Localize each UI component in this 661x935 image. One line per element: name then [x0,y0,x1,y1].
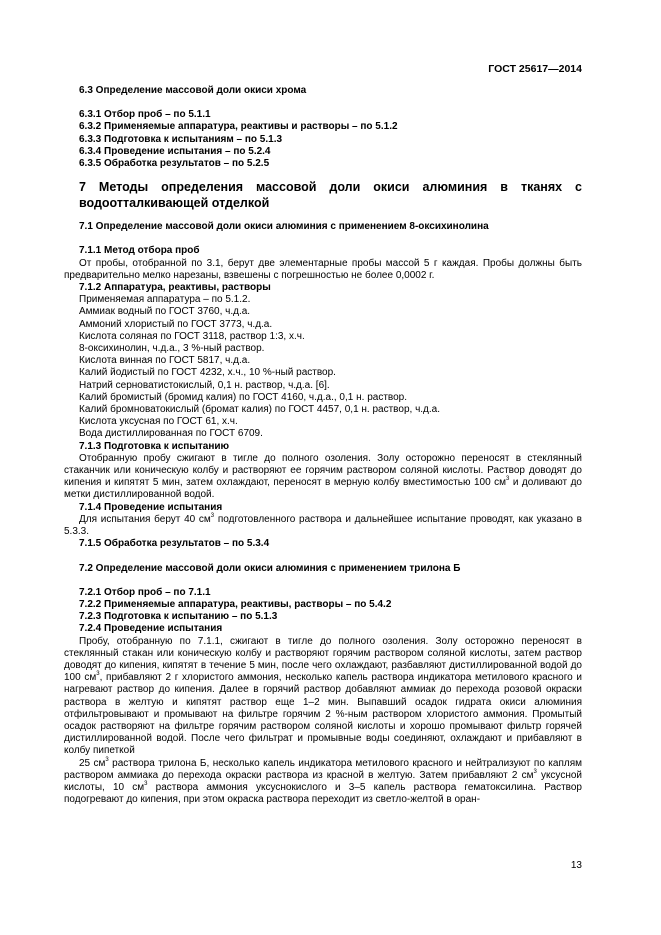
page-content [64,85,582,806]
reagent-line: Натрий серноватистокислый, 0,1 н. раствор, ч.д.а. [6]. [79,379,330,391]
section-7-2-item: 7.2.2 Применяемые аппаратура, реактивы, растворы – по 5.4.2 [79,598,392,610]
heading-7-1-4: 7.1.4 Проведение испытания [79,501,223,513]
section-7-2-title: 7.2 Определение массовой доли окиси алюминия с применением трилона Б [79,562,461,574]
section-7-2-item: 7.2.4 Проведение испытания [79,623,223,635]
section-6-3-item: 6.3.1 Отбор проб – по 5.1.1 [79,109,211,121]
section-7-1-title: 7.1 Определение массовой доли окиси алюминия с применением 8-оксихинолина [79,221,489,233]
section-6-3-title: 6.3 Определение массовой доли окиси хрома [79,85,307,96]
section-6-3-item: 6.3.3 Подготовка к испытаниям – по 5.1.3 [79,133,283,145]
paragraph-7-1-3: Отобранную пробу сжигают в тигле до полного озоления. Золу осторожно переносят в стеклянный стаканчик или коническую колбу и растворяют ее горячим раствором соляной кислоты. Раствор доводят до кипения и кипятят 5 мин, затем охлаждают, переносят в мерную колбу вместимостью 100 $см^3$ и доливают до метки дистиллированной водой. [64,452,582,501]
reagent-line: Калий бромистый (бромид калия) по ГОСТ 4160, ч.д.а., 0,1 н. раствор. [79,391,407,403]
section-7-2-item: 7.2.3 Подготовка к испытанию – по 5.1.3 [79,611,278,623]
standard-number: ГОСТ 25617—2014 [488,63,582,75]
reagent-line: Кислота соляная по ГОСТ 3118, раствор 1:3, х.ч. [79,330,305,342]
paragraph-7-1-1: От пробы, отобранной по 3.1, берут две элементарные пробы массой 5 г каждая. Пробы должны быть предварительно мелко нарезаны, взвешены с погрешностью не более 0,0002 г. [64,257,582,281]
heading-7-1-1: 7.1.1 Метод отбора проб [79,245,200,257]
section-6-3-item: 6.3.2 Применяемые аппаратура, реактивы и растворы – по 5.1.2 [79,121,398,133]
section-6-3-item: 6.3.4 Проведение испытания – по 5.2.4 [79,145,271,157]
paragraph-7-1-4: Для испытания берут 40 $см^3$ подготовленного раствора и дальнейшее испытание проводят, как указано в 5.3.3. [64,512,582,538]
reagent-line: Вода дистиллированная по ГОСТ 6709. [79,428,263,440]
reagent-line: Калий йодистый по ГОСТ 4232, х.ч., 10 %-ный раствор. [79,367,336,379]
section-6-3-item: 6.3.5 Обработка результатов – по 5.2.5 [79,158,270,170]
heading-7-1-5: 7.1.5 Обработка результатов – по 5.3.4 [79,538,270,550]
reagent-line: 8-оксихинолин, ч.д.а., 3 %-ный раствор. [79,343,265,355]
page-number: 13 [570,860,582,871]
paragraph-7-2-4-b: 25 $см^3$ раствора трилона Б, несколько капель индикатора метилового красного и нейтрализуют по каплям раствором аммиака до перехода окраски раствора из красной в желтую. Затем прибавляют 2 $см^3$ уксусной кислоты, 10 $см^3$ раствора аммония уксуснокислого и 3–5 капель раствора гематоксилина. Раствор подогревают до кипения, при этом окраска раствора переходит из светло-желтой в оран- [64,756,582,806]
reagent-line: Калий бромноватокислый (бромат калия) по ГОСТ 4457, 0,1 н. раствор, ч.д.а. [79,404,441,416]
section-7-title: 7 Методы определения массовой доли окиси алюминия в тканях с водоотталкивающей отделкой [79,180,582,210]
reagent-line: Применяемая аппаратура – по 5.1.2. [79,294,251,306]
reagent-line: Аммоний хлористый по ГОСТ 3773, ч.д.а. [79,318,273,330]
heading-7-1-2: 7.1.2 Аппаратура, реактивы, растворы [79,282,271,294]
heading-7-1-3: 7.1.3 Подготовка к испытанию [79,440,230,452]
section-7-2-item: 7.2.1 Отбор проб – по 7.1.1 [79,586,211,598]
reagent-line: Кислота винная по ГОСТ 5817, ч.д.а. [79,355,251,367]
paragraph-7-2-4-a: Пробу, отобранную по 7.1.1, сжигают в тигле до полного озоления. Золу осторожно переносят в стеклянный стакан или коническую колбу и растворяют горячим раствором соляной кислоты, затем раствор доводят до кипения, кипятят в течение 5 мин, после чего охлаждают, разбавляют дистиллированной водой до 100 $см^3$, прибавляют 2 г хлористого аммония, несколько капель раствора индикатора метилового красного и нагревают раствор до кипения. Далее в горячий раствор добавляют аммиак до перехода розовой окраски раствора в желтую и кипятят раствор еще 1–2 мин. Выпавший осадок гидрата окиси алюминия отфильтровывают и промывают на фильтре горячим 2 %-ным раствором хлористого аммония. Промытый осадок растворяют на фильтре горячим раствором соляной кислоты и хорошо промывают фильтр горячей дистиллированной водой. После чего фильтрат и промывные воды соединяют, охлаждают и прибавляют в колбу пипеткой [64,635,582,757]
reagent-line: Аммиак водный по ГОСТ 3760, ч.д.а. [79,306,251,318]
reagent-line: Кислота уксусная по ГОСТ 61, х.ч. [79,416,238,428]
